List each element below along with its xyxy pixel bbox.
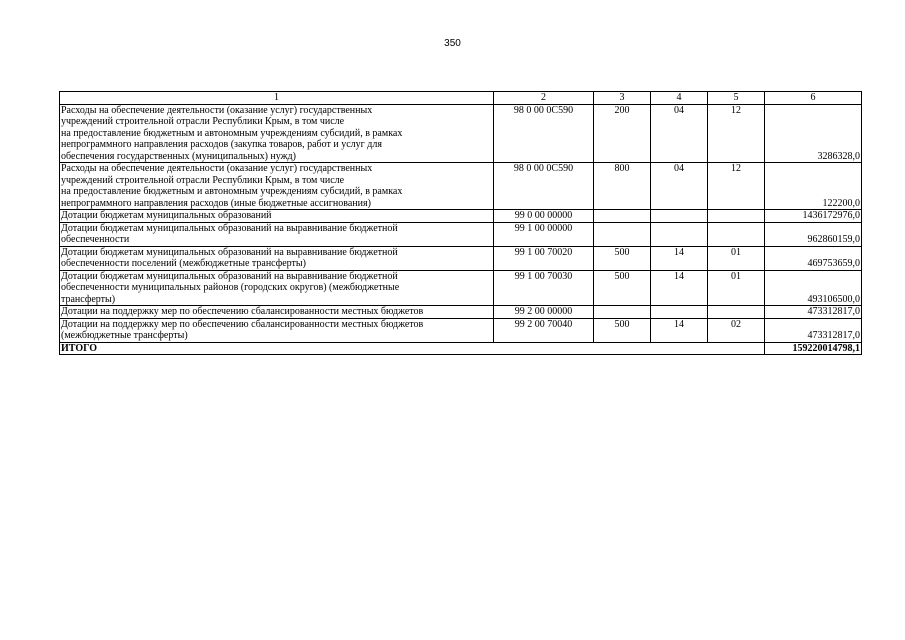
row-vr-cell: 500 bbox=[594, 318, 651, 342]
page-number: 350 bbox=[444, 38, 461, 49]
row-name-line: (межбюджетные трансферты) bbox=[61, 330, 188, 341]
row-sum-cell: 473312817,0 bbox=[765, 318, 862, 342]
table-row bbox=[60, 104, 862, 163]
row-sum-cell: 962860159,0 bbox=[765, 222, 862, 246]
row-pr-cell: 01 bbox=[708, 270, 765, 306]
row-code-cell: 99 0 00 00000 bbox=[494, 210, 594, 223]
row-name-line: Расходы на обеспечение деятельности (оказание услуг) государственных bbox=[61, 163, 373, 174]
column-number: 1 bbox=[60, 92, 494, 105]
column-number: 6 bbox=[765, 92, 862, 105]
row-rz-cell: 04 bbox=[651, 104, 708, 163]
row-name-cell bbox=[60, 210, 494, 223]
row-name-line: учреждений строительной отрасли Республики Крым, в том числе bbox=[61, 116, 345, 127]
row-name-line: обеспеченности муниципальных районов (городских округов) (межбюджетные bbox=[61, 282, 400, 293]
table-row bbox=[60, 306, 862, 319]
row-name-line: Дотации бюджетам муниципальных образований bbox=[61, 210, 272, 221]
row-name-line: Дотации бюджетам муниципальных образований на выравнивание бюджетной bbox=[61, 246, 398, 258]
row-sum-cell: 473312817,0 bbox=[765, 306, 862, 319]
row-code-cell: 98 0 00 0С590 bbox=[494, 163, 594, 210]
row-name-line: Дотации на поддержку мер по обеспечению сбалансированности местных бюджетов bbox=[61, 318, 424, 330]
row-name-cell bbox=[60, 163, 494, 210]
table-row bbox=[60, 270, 862, 306]
row-name-cell bbox=[60, 246, 494, 270]
column-numbers-row bbox=[60, 92, 862, 105]
row-pr-cell: 01 bbox=[708, 246, 765, 270]
row-rz-cell bbox=[651, 306, 708, 319]
row-code-cell: 99 1 00 70020 bbox=[494, 246, 594, 270]
row-vr-cell: 500 bbox=[594, 270, 651, 306]
row-pr-cell: 12 bbox=[708, 163, 765, 210]
row-sum-cell: 493106500,0 bbox=[765, 270, 862, 306]
row-name-line: непрограммного направления расходов (иные бюджетные ассигнования) bbox=[61, 197, 371, 209]
budget-table-body bbox=[60, 92, 862, 355]
column-number: 2 bbox=[494, 92, 594, 105]
table-row bbox=[60, 210, 862, 223]
row-name-cell bbox=[60, 270, 494, 306]
row-name-line: обеспечения государственных (муниципальных) нужд) bbox=[61, 150, 296, 162]
row-rz-cell: 04 bbox=[651, 163, 708, 210]
row-vr-cell: 200 bbox=[594, 104, 651, 163]
total-sum: 159220014798,1 bbox=[765, 342, 862, 355]
row-sum-cell: 122200,0 bbox=[765, 163, 862, 210]
table-row bbox=[60, 222, 862, 246]
column-number: 5 bbox=[708, 92, 765, 105]
row-code-cell: 99 2 00 00000 bbox=[494, 306, 594, 319]
row-vr-cell bbox=[594, 222, 651, 246]
row-vr-cell: 500 bbox=[594, 246, 651, 270]
row-name-cell bbox=[60, 104, 494, 163]
row-pr-cell bbox=[708, 210, 765, 223]
row-pr-cell: 02 bbox=[708, 318, 765, 342]
row-vr-cell bbox=[594, 306, 651, 319]
table-row bbox=[60, 318, 862, 342]
row-sum-cell: 469753659,0 bbox=[765, 246, 862, 270]
row-name-line: учреждений строительной отрасли Республики Крым, в том числе bbox=[61, 174, 345, 186]
column-number: 3 bbox=[594, 92, 651, 105]
total-label: ИТОГО bbox=[60, 342, 765, 355]
row-name-cell bbox=[60, 318, 494, 342]
row-name-cell bbox=[60, 306, 494, 319]
row-name-line: обеспеченности bbox=[61, 234, 130, 245]
row-sum-cell: 1436172976,0 bbox=[765, 210, 862, 223]
total-row bbox=[60, 342, 862, 355]
row-name-cell bbox=[60, 222, 494, 246]
row-name-line: Дотации бюджетам муниципальных образований на выравнивание бюджетной bbox=[61, 222, 398, 234]
row-name-line: на предоставление бюджетным и автономным учреждениям субсидий, в рамках bbox=[61, 127, 403, 139]
column-number: 4 bbox=[651, 92, 708, 105]
row-code-cell: 99 1 00 00000 bbox=[494, 222, 594, 246]
row-code-cell: 99 1 00 70030 bbox=[494, 270, 594, 306]
row-name-line: трансферты) bbox=[61, 293, 116, 305]
row-name-line: на предоставление бюджетным и автономным учреждениям субсидий, в рамках bbox=[61, 186, 403, 197]
row-rz-cell: 14 bbox=[651, 318, 708, 342]
row-sum-cell: 3286328,0 bbox=[765, 104, 862, 163]
row-vr-cell bbox=[594, 210, 651, 223]
table-row bbox=[60, 246, 862, 270]
row-name-line: Дотации бюджетам муниципальных образований на выравнивание бюджетной bbox=[61, 270, 398, 282]
row-rz-cell: 14 bbox=[651, 246, 708, 270]
row-rz-cell bbox=[651, 210, 708, 223]
row-vr-cell: 800 bbox=[594, 163, 651, 210]
row-code-cell: 98 0 00 0С590 bbox=[494, 104, 594, 163]
row-pr-cell bbox=[708, 222, 765, 246]
row-name-line: непрограммного направления расходов (закупка товаров, работ и услуг для bbox=[61, 139, 382, 150]
row-rz-cell bbox=[651, 222, 708, 246]
row-pr-cell: 12 bbox=[708, 104, 765, 163]
row-code-cell: 99 2 00 70040 bbox=[494, 318, 594, 342]
row-name-line: Расходы на обеспечение деятельности (оказание услуг) государственных bbox=[61, 104, 373, 116]
row-name-line: Дотации на поддержку мер по обеспечению сбалансированности местных бюджетов bbox=[61, 306, 424, 317]
row-rz-cell: 14 bbox=[651, 270, 708, 306]
row-name-line: обеспеченности поселений (межбюджетные трансферты) bbox=[61, 258, 306, 269]
table-row bbox=[60, 163, 862, 210]
row-pr-cell bbox=[708, 306, 765, 319]
budget-table bbox=[59, 91, 862, 355]
